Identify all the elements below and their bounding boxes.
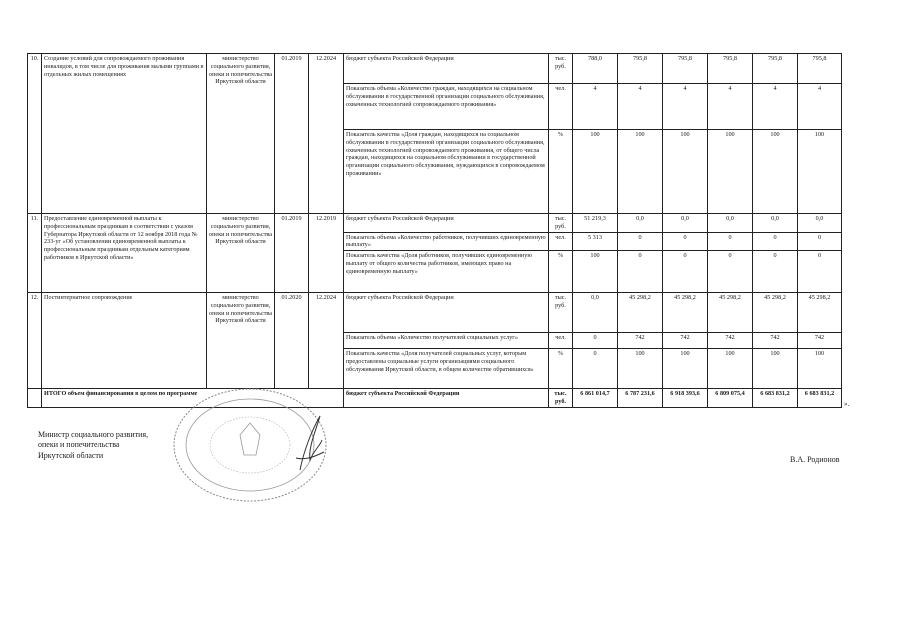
value-cell: 4 [663,84,708,130]
value-cell: 0 [618,251,663,293]
value-cell: 4 [573,84,618,130]
total-unit: тыс. руб. [549,389,573,408]
unit: % [549,251,573,293]
value-cell: 0,0 [753,214,798,233]
value-cell: 0 [708,232,753,251]
value-cell: 100 [753,349,798,389]
indicator-name: Показатель качества «Доля получателей социальных услуг, которым предоставлены социальные услуги организациями социального обслуживания Иркутской области, в общем количестве обратившихся» [344,349,549,389]
indicator-name: бюджет субъекта Российской Федерации [344,293,549,333]
value-cell: 742 [708,333,753,349]
row-number: 10. [28,54,42,214]
measure-name: Создание условий для сопровождаемого проживания инвалидов, в том числе для проживания малыми группами в отдельных жилых помещениях [42,54,207,214]
executor: министерство социального развития, опеки и попечительства Иркутской области [207,293,275,389]
executor: министерство социального развития, опеки и попечительства Иркутской области [207,214,275,293]
total-value-cell: 6 787 231,6 [618,389,663,408]
total-value-cell: 6 683 831,2 [798,389,842,408]
value-cell: 45 298,2 [663,293,708,333]
unit: % [549,349,573,389]
value-cell: 4 [798,84,842,130]
value-cell: 0 [753,232,798,251]
value-cell: 0,0 [618,214,663,233]
total-number [28,389,42,408]
value-cell: 795,8 [753,54,798,84]
value-cell: 100 [708,130,753,214]
indicator-name: Показатель объема «Количество получателей социальных услуг» [344,333,549,349]
value-cell: 742 [663,333,708,349]
value-cell: 100 [798,130,842,214]
indicator-name: Показатель объема «Количество работников, получивших единовременную выплату» [344,232,549,251]
signature-name: В.А. Родионов [790,455,840,464]
table-row [28,214,842,233]
indicator-name: Показатель качества «Доля граждан, находящихся на социальном обслуживании в государственной организации социального обслуживания, охваченных технологией сопровождаемого проживания, от общего числа граждан, находящихся на социальном обслуживании в государственной организации социального обслуживания, нуждающихся в сопровождаемом проживании» [344,130,549,214]
total-value-cell: 6 918 393,6 [663,389,708,408]
value-cell: 5 313 [573,232,618,251]
signature-position-line: опеки и попечительства [38,440,120,450]
value-cell: 100 [618,130,663,214]
signature-position-line: Иркутской области [38,450,104,460]
value-cell: 0,0 [663,214,708,233]
table-row [28,54,842,84]
unit: тыс. руб. [549,214,573,233]
signature-scribble-icon [290,410,330,480]
unit: % [549,130,573,214]
value-cell: 742 [798,333,842,349]
row-number: 11. [28,214,42,293]
end-date: 12.2019 [309,214,344,293]
value-cell: 100 [708,349,753,389]
executor: министерство социального развития, опеки и попечительства Иркутской области [207,54,275,214]
value-cell: 45 298,2 [618,293,663,333]
value-cell: 0 [618,232,663,251]
unit: тыс. руб. [549,293,573,333]
value-cell: 100 [798,349,842,389]
value-cell: 0 [663,232,708,251]
end-date: 12.2024 [309,293,344,389]
value-cell: 0 [798,251,842,293]
start-date: 01.2020 [275,293,309,389]
table-body [28,54,842,408]
unit: чел. [549,84,573,130]
value-cell: 100 [618,349,663,389]
value-cell: 0,0 [708,214,753,233]
value-cell: 45 298,2 [798,293,842,333]
total-value-cell: 6 809 075,4 [708,389,753,408]
value-cell: 795,8 [708,54,753,84]
value-cell: 4 [708,84,753,130]
value-cell: 100 [753,130,798,214]
indicator-name: Показатель объема «Количество граждан, находящихся на социальном обслуживании в государственной организации социального обслуживания, охваченных технологией сопровождаемого проживания» [344,84,549,130]
row-number: 12. [28,293,42,389]
total-value-cell: 6 683 831,2 [753,389,798,408]
signature-position [38,430,148,461]
value-cell: 0 [708,251,753,293]
value-cell: 4 [753,84,798,130]
end-date: 12.2024 [309,54,344,214]
value-cell: 4 [618,84,663,130]
value-cell: 0,0 [798,214,842,233]
value-cell: 795,8 [663,54,708,84]
total-row [28,389,842,408]
table-row [28,293,842,333]
total-indicator: бюджет субъекта Российской Федерации [344,389,549,408]
value-cell: 100 [663,349,708,389]
value-cell: 0 [573,333,618,349]
value-cell: 795,8 [798,54,842,84]
program-table [27,53,842,408]
value-cell: 100 [573,251,618,293]
value-cell: 100 [573,130,618,214]
value-cell: 0 [573,349,618,389]
value-cell: 45 298,2 [753,293,798,333]
measure-name: Постинтернатное сопровождение [42,293,207,389]
total-label: ИТОГО объем финансирования в целом по программе [42,389,344,408]
measure-name: Предоставление единовременной выплаты к профессиональным праздникам в соответствии с указом Губернатора Иркутской области от 12 ноября 2018 года № 233-уг «Об установлении единовременной выплаты к профессиональным праздникам отдельным категориям работников в Иркутской области» [42,214,207,293]
closing-quote-mark: ». [844,400,850,408]
value-cell: 0 [798,232,842,251]
value-cell: 742 [618,333,663,349]
value-cell: 0,0 [573,293,618,333]
value-cell: 100 [663,130,708,214]
start-date: 01.2019 [275,54,309,214]
value-cell: 795,8 [618,54,663,84]
value-cell: 51 219,3 [573,214,618,233]
total-value-cell: 6 861 014,7 [573,389,618,408]
value-cell: 742 [753,333,798,349]
value-cell: 0 [663,251,708,293]
indicator-name: бюджет субъекта Российской Федерации [344,214,549,233]
unit: чел. [549,232,573,251]
unit: тыс. руб. [549,54,573,84]
start-date: 01.2019 [275,214,309,293]
indicator-name: Показатель качества «Доля работников, получивших единовременную выплату от общего количества работников, имеющих право на единовременную выплату» [344,251,549,293]
value-cell: 788,0 [573,54,618,84]
value-cell: 45 298,2 [708,293,753,333]
value-cell: 0 [753,251,798,293]
unit: чел. [549,333,573,349]
indicator-name: бюджет субъекта Российской Федерации [344,54,549,84]
signature-position-line: Министр социального развития, [38,430,149,439]
